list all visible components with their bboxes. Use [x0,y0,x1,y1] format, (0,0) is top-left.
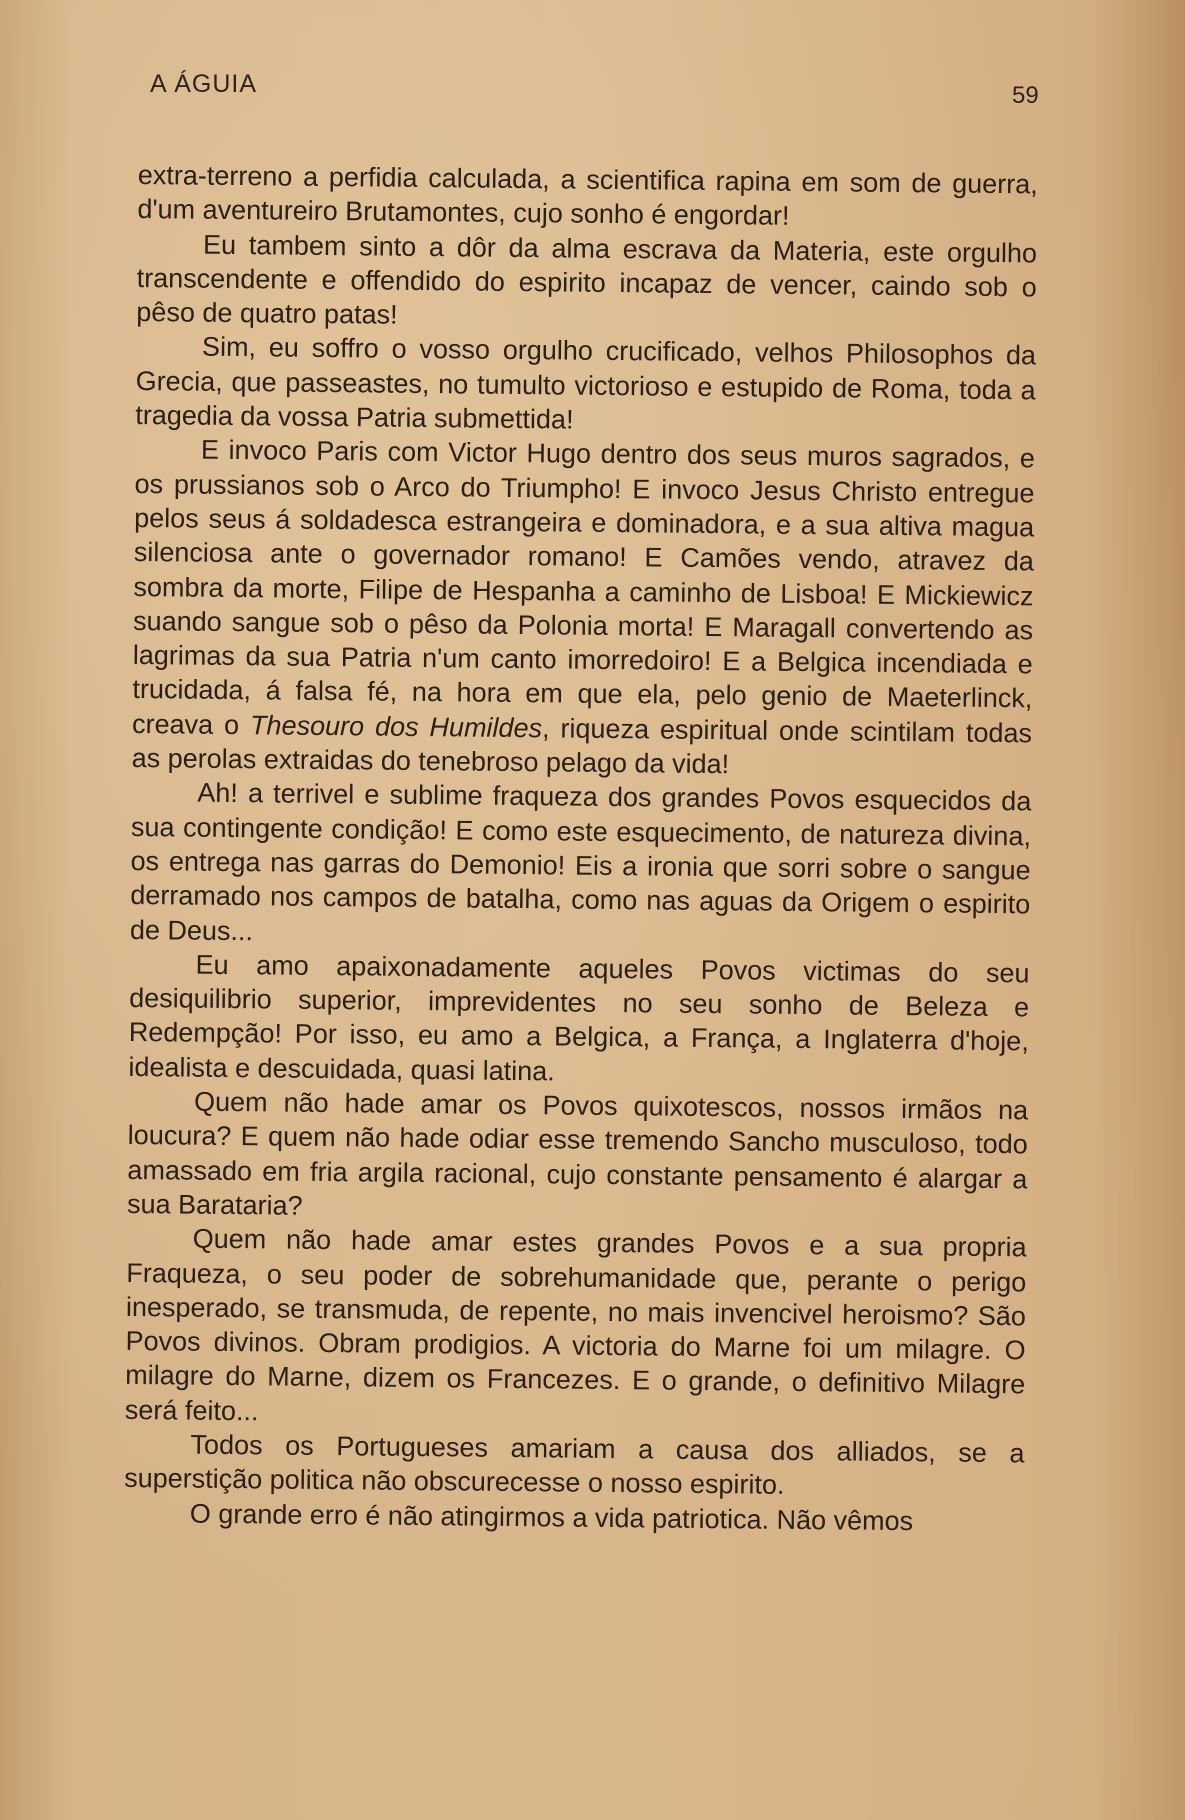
paragraph-text: , riqueza espiritual onde scintilam todas as perolas extraidas do tenebroso pelago da vida! [131,713,1033,780]
paragraph: Eu tambem sinto a dôr da alma escrava da Materia, este orgulho transcendente e offendido do espirito incapaz de vencer, caindo sob o pêso de quatro patas! [136,229,1038,330]
paragraph: extra-terreno a perfidia calculada, a scientifica rapina em som de guerra, d'um aventureiro Brutamontes, cujo sonho é engordar! [137,159,1038,232]
paragraph: Ah! a terrivel e sublime fraqueza dos grandes Povos esquecidos da sua contingente condição! E como este esquecimento, de natureza divina, os entrega nas garras do Demonio! Eis a ironia que sorri sobre o sangue derramado nos campos de batalha, como nas aguas da Origem o espirito de Deus... [129,778,1032,946]
body-text [124,158,1038,1539]
paragraph-text: E invoco Paris com Victor Hugo dentro dos seus muros sagrados, e os prussianos sob o Arco do Triumpho! E invoco Jesus Christo entregue pelos seus á soldadesca estrangeira e dominadora, e a sua altiva magua silenciosa ante o governador romano! E Camões vendo, atravez da sombra da morte, Filipe de Hespanha a caminho de Lisboa! E Mickiewicz suando sangue sob o pêso da Polonia morta! E Maragall convertendo as lagrimas da sua Patria n'um canto imorredoiro! E a Belgica incendiada e trucidada, á falsa fé, na hora em que ela, pelo genio de Maeterlinck, creava o [131,435,1036,740]
paragraph: Todos os Portugueses amariam a causa dos alliados, se a superstição politica não obscurecesse o nosso espirito. [124,1429,1025,1501]
paragraph: O grande erro é não atingirmos a vida patriotica. Não vêmos [189,1498,914,1536]
paragraph: Sim, eu soffro o vosso orgulho crucificado, velhos Philosophos da Grecia, que passeastes, no tumulto victorioso e estupido de Roma, toda a tragedia da vossa Patria submettida! [135,332,1037,435]
paragraph: Eu amo apaixonadamente aqueles Povos victimas do seu desiquilibrio superior, imprevidentes no seu sonho de Beleza e Redempção! Por isso, eu amo a Belgica, a França, a Inglaterra d'hoje, idealista e descuidada, quasi latina. [128,949,1030,1087]
paragraph: Quem não hade amar estes grandes Povos e a sua propria Fraqueza, o seu poder de sobrehumanidade que, perante o perigo inesperado, se transmuda, de repente, no mais invencivel heroismo? São Povos divinos. Obram prodigios. A victoria do Marne foi um milagre. O milagre do Marne, dizem os Francezes. E o grande, o definitivo Milagre será feito... [124,1223,1027,1427]
book-title: Thesouro dos Humildes [249,709,543,744]
page-number: 59 [1012,82,1039,109]
paragraph: Quem não hade amar os Povos quixotescos, nossos irmãos na loucura? E quem não hade odiar esse tremendo Sancho musculoso, todo amassado em fria argila racional, cujo constante pensamento é alargar a sua Barataria? [126,1086,1029,1221]
paragraph [132,432,1036,784]
running-title: A ÁGUIA [150,70,258,98]
